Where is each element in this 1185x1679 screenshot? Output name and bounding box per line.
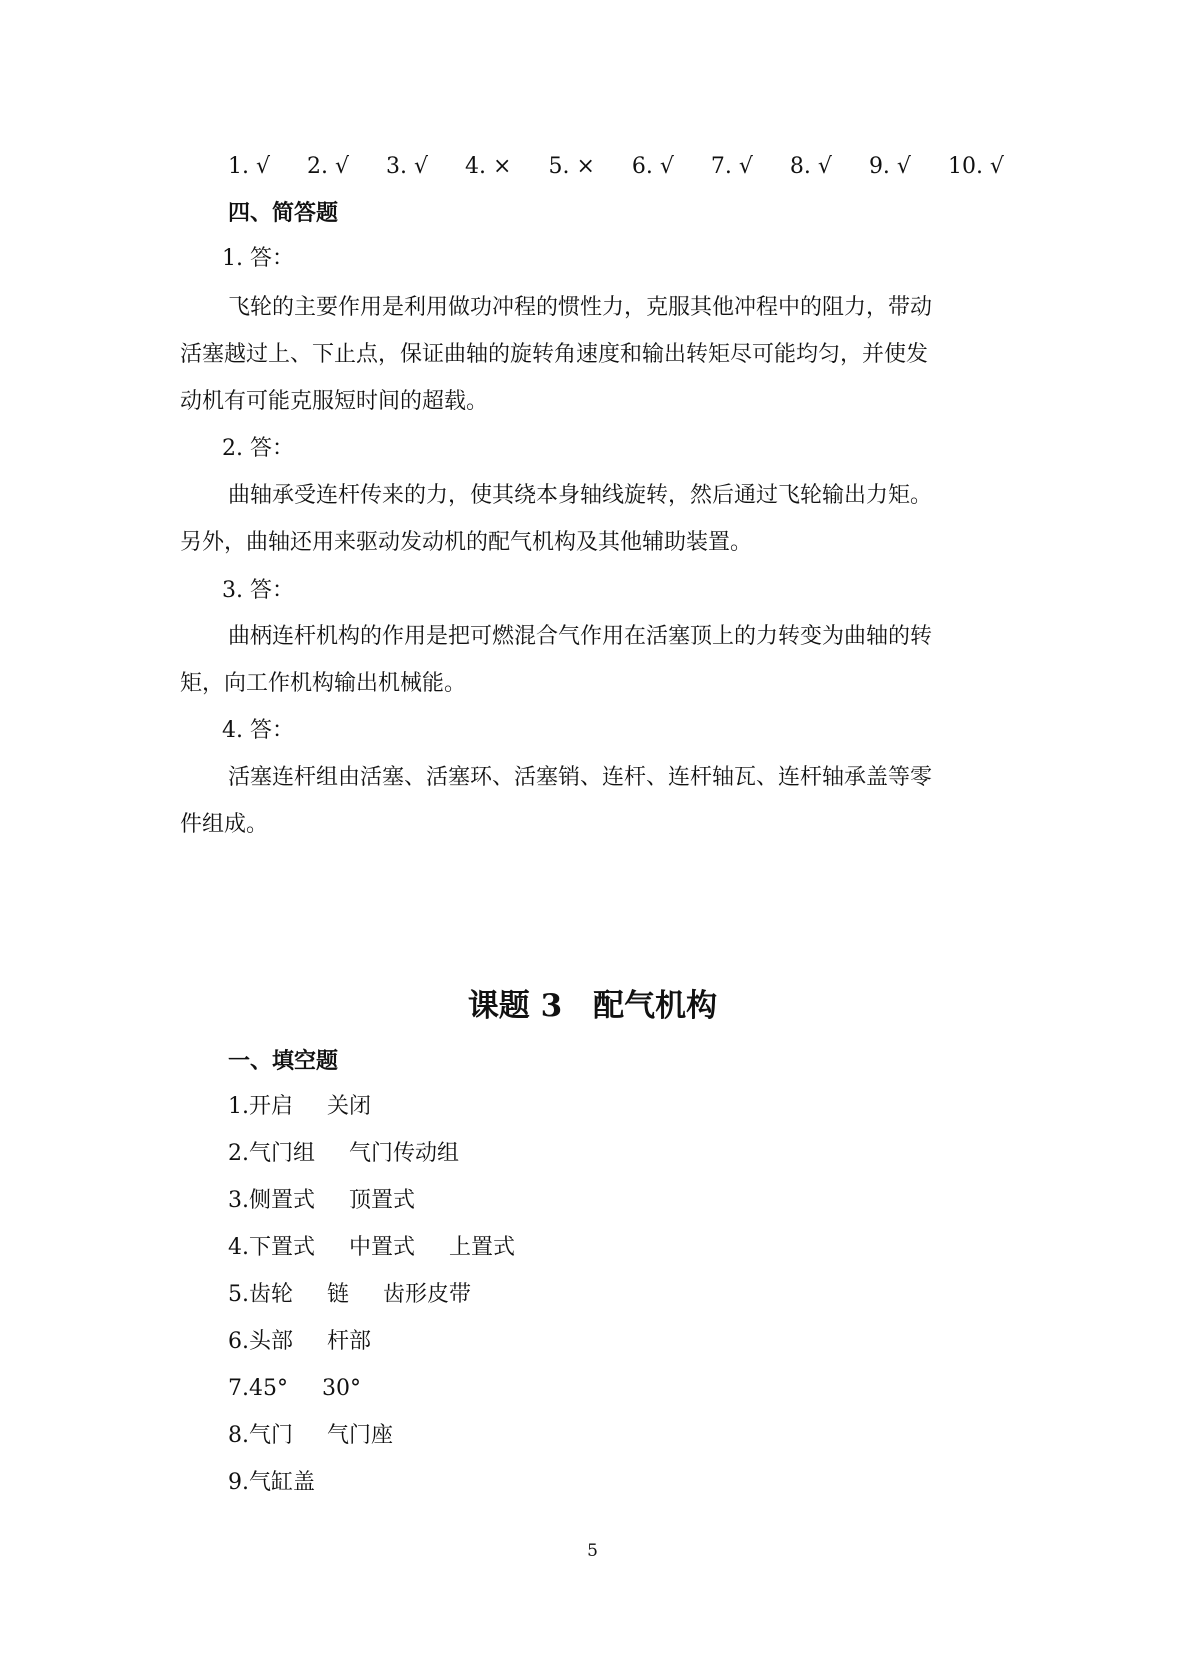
fill-answer: 齿轮 (249, 1282, 294, 1307)
page-number: 5 (587, 1541, 598, 1561)
item-number: 9. (228, 1470, 249, 1495)
answer-text: 曲柄连杆机构的作用是把可燃混合气作用在活塞顶上的力转变为曲轴的转 (228, 624, 933, 649)
fill-answer: 30° (322, 1376, 361, 1401)
answer-text: 动机有可能克服短时间的超载。 (180, 389, 489, 414)
judgement-item: 9. √ (868, 154, 911, 179)
judgement-item: 8. √ (789, 154, 832, 179)
answer-text: 曲轴承受连杆传来的力，使其绕本身轴线旋转，然后通过飞轮输出力矩。 (228, 483, 933, 508)
judgement-item: 6. √ (631, 154, 674, 179)
item-number: 3. (228, 1188, 249, 1213)
judgement-item: 2. √ (307, 154, 350, 179)
fill-answer: 气门 (249, 1423, 294, 1448)
fill-answer-row (228, 1092, 405, 1122)
item-number: 7. (228, 1376, 249, 1401)
judgement-item: 3. √ (386, 154, 429, 179)
fill-answer-row (228, 1139, 493, 1169)
answer-label: 3. 答： (222, 578, 294, 603)
item-number: 5. (228, 1282, 249, 1307)
fill-answer-row (228, 1186, 449, 1216)
fill-answer: 气门传动组 (349, 1141, 460, 1166)
fill-answer: 中置式 (349, 1235, 416, 1260)
fill-answer: 开启 (249, 1094, 294, 1119)
fill-answer: 链 (327, 1282, 350, 1307)
answer-text: 矩，向工作机构输出机械能。 (180, 671, 467, 696)
answer-text: 另外，曲轴还用来驱动发动机的配气机构及其他辅助装置。 (180, 530, 753, 555)
judgement-item: 7. √ (710, 154, 753, 179)
judgement-item: 1. √ (228, 154, 271, 179)
fill-answer: 齿形皮带 (383, 1282, 472, 1307)
fill-answer-row (228, 1280, 505, 1310)
answer-text: 件组成。 (180, 812, 269, 837)
judgement-answers (228, 152, 1034, 182)
answer-text: 飞轮的主要作用是利用做功冲程的惯性力，克服其他冲程中的阻力，带动 (228, 295, 933, 320)
section-heading: 一、填空题 (228, 1048, 339, 1074)
fill-answer-row (228, 1421, 427, 1451)
chapter-title: 课题 3 配气机构 (467, 988, 718, 1024)
item-number: 4. (228, 1235, 249, 1260)
item-number: 1. (228, 1094, 249, 1119)
fill-answer: 上置式 (449, 1235, 516, 1260)
fill-answer-row (228, 1468, 349, 1498)
item-number: 6. (228, 1329, 249, 1354)
answer-label: 2. 答： (222, 436, 294, 461)
answer-text: 活塞越过上、下止点，保证曲轴的旋转角速度和输出转矩尽可能均匀，并使发 (180, 342, 929, 367)
fill-answer-row (228, 1233, 549, 1263)
answer-text: 活塞连杆组由活塞、活塞环、活塞销、连杆、连杆轴瓦、连杆轴承盖等零 (228, 765, 933, 790)
fill-answer: 气门座 (327, 1423, 394, 1448)
fill-answer: 侧置式 (249, 1188, 316, 1213)
fill-answer: 45° (249, 1376, 288, 1401)
fill-answer: 头部 (249, 1329, 294, 1354)
item-number: 8. (228, 1423, 249, 1448)
section-heading: 四、简答题 (228, 200, 339, 226)
item-number: 2. (228, 1141, 249, 1166)
answer-label: 1. 答： (222, 246, 294, 271)
answer-label: 4. 答： (222, 718, 294, 743)
fill-answer: 关闭 (327, 1094, 372, 1119)
judgement-item: 5. × (548, 154, 595, 179)
judgement-item: 10. √ (947, 154, 1004, 179)
fill-answer-row (228, 1374, 395, 1404)
fill-answer: 气缸盖 (249, 1470, 316, 1495)
fill-answer: 气门组 (249, 1141, 316, 1166)
fill-answer: 顶置式 (349, 1188, 416, 1213)
fill-answer-row (228, 1327, 405, 1357)
fill-answer: 杆部 (327, 1329, 372, 1354)
fill-answer: 下置式 (249, 1235, 316, 1260)
judgement-item: 4. × (465, 154, 512, 179)
